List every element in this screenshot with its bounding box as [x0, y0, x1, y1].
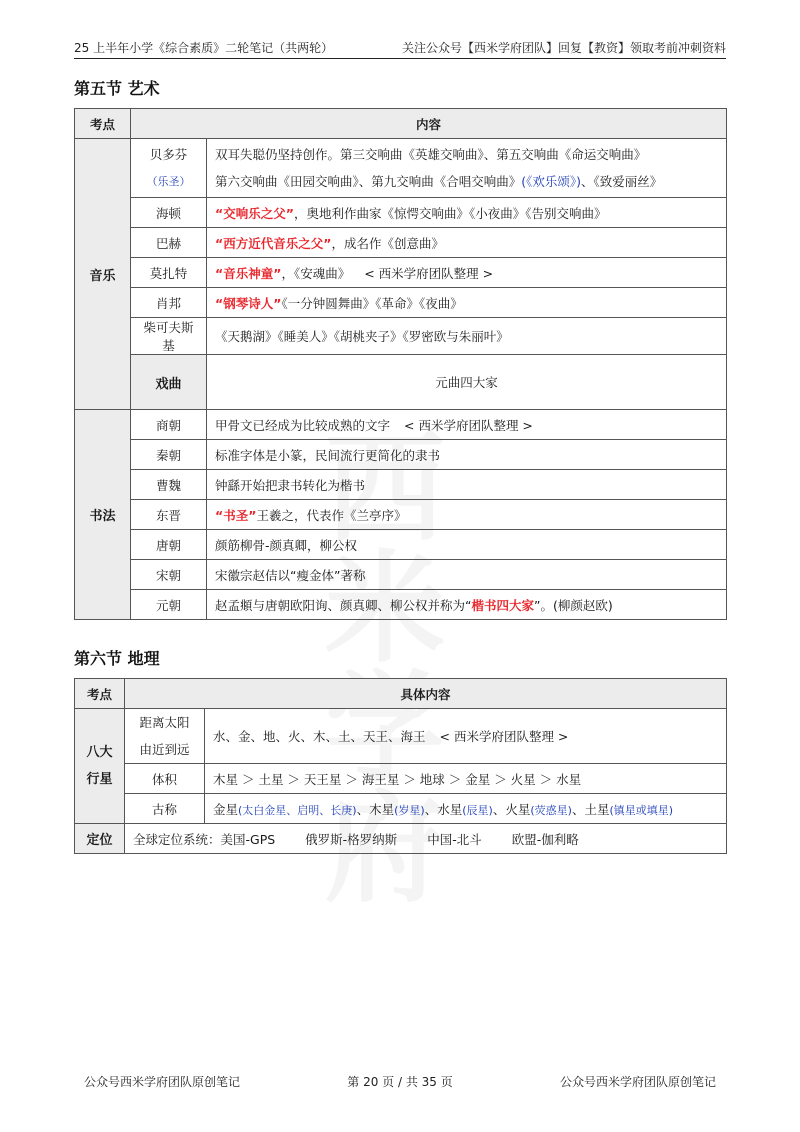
- positioning-text: 全球定位系统：美国-GPS 俄罗斯-格罗纳斯 中国-北斗 欧盟-伽利略: [125, 824, 727, 854]
- table-row: [75, 500, 727, 530]
- category-planets: 八大 行星: [75, 709, 125, 824]
- dynasty-name: 商朝: [131, 410, 207, 440]
- composer-name: 巴赫: [131, 228, 207, 258]
- table-row: [75, 764, 727, 794]
- table-row: [75, 530, 727, 560]
- col-content-header: 具体内容: [125, 679, 727, 709]
- table-row: [75, 709, 727, 764]
- table-header-row: [75, 679, 727, 709]
- header-left-text: 25 上半年小学《综合素质》二轮笔记（共两轮）: [74, 41, 334, 55]
- composer-works: “钢琴诗人”《一分钟圆舞曲》《革命》《夜曲》: [207, 288, 727, 318]
- dynasty-name: 宋朝: [131, 560, 207, 590]
- composer-works: 双耳失聪仍坚持创作。第三交响曲《英雄交响曲》、第五交响曲《命运交响曲》 第六交响曲《田园交响曲》、第九交响曲《合唱交响曲》(《欢乐颂》)、《致爱丽丝》: [207, 139, 727, 198]
- table-header-row: [75, 109, 727, 139]
- dynasty-note: 甲骨文已经成为比较成熟的文字 < 西米学府团队整理 >: [207, 410, 727, 440]
- dynasty-name: 秦朝: [131, 440, 207, 470]
- section-6-title: 第六节 地理: [74, 649, 160, 668]
- page-footer: [84, 1073, 716, 1090]
- composer-works: “音乐神童”，《安魂曲》 < 西米学府团队整理 >: [207, 258, 727, 288]
- planet-names-label: 古称: [125, 794, 205, 824]
- dynasty-name: 东晋: [131, 500, 207, 530]
- table-row: [75, 139, 727, 198]
- col-topic-header: 考点: [75, 679, 125, 709]
- page-number: 第 20 页 / 共 35 页: [347, 1075, 453, 1089]
- planet-order-text: 水、金、地、火、木、土、天王、海王 < 西米学府团队整理 >: [205, 709, 727, 764]
- table-row: [75, 288, 727, 318]
- table-row: [75, 258, 727, 288]
- category-drama: 戏曲: [131, 355, 207, 410]
- dynasty-note: 颜筋柳骨-颜真卿，柳公权: [207, 530, 727, 560]
- dynasty-note: 钟繇开始把隶书转化为楷书: [207, 470, 727, 500]
- table-row: [75, 228, 727, 258]
- planet-order-label: 距离太阳 由近到远: [125, 709, 205, 764]
- table-row: [75, 794, 727, 824]
- dynasty-name: 唐朝: [131, 530, 207, 560]
- table-row: [75, 590, 727, 620]
- composer-name: 海顿: [131, 198, 207, 228]
- composer-name: 柴可夫斯基: [131, 318, 207, 355]
- composer-works: “交响乐之父”，奥地利作曲家《惊愕交响曲》《小夜曲》《告别交响曲》: [207, 198, 727, 228]
- table-row: [75, 198, 727, 228]
- table-row: [75, 410, 727, 440]
- geography-table: [74, 678, 727, 854]
- col-topic-header: 考点: [75, 109, 131, 139]
- dynasty-note: 赵孟頫与唐朝欧阳询、颜真卿、柳公权并称为“楷书四大家”。(柳颜赵欧): [207, 590, 727, 620]
- table-row: [75, 824, 727, 854]
- footer-left-text: 公众号西米学府团队原创笔记: [84, 1075, 241, 1089]
- category-music: 音乐: [75, 139, 131, 410]
- dynasty-name: 曹魏: [131, 470, 207, 500]
- table-row: [75, 560, 727, 590]
- planet-volume-text: 木星 ＞ 土星 ＞ 天王星 ＞ 海王星 ＞ 地球 ＞ 金星 ＞ 火星 ＞ 水星: [205, 764, 727, 794]
- category-calligraphy: 书法: [75, 410, 131, 620]
- composer-name: 贝多芬 （乐圣）: [131, 139, 207, 198]
- composer-name: 肖邦: [131, 288, 207, 318]
- dynasty-note: 标准字体是小篆，民间流行更简化的隶书: [207, 440, 727, 470]
- planet-names-text: 金星(太白金星、启明、长庚)、木星(岁星)、水星(辰星)、火星(荧惑星)、土星(镇星或填星): [205, 794, 727, 824]
- table-row: [75, 318, 727, 355]
- dynasty-name: 元朝: [131, 590, 207, 620]
- composer-works: 《天鹅湖》《睡美人》《胡桃夹子》《罗密欧与朱丽叶》: [207, 318, 727, 355]
- section-5-title: 第五节 艺术: [74, 79, 160, 98]
- planet-volume-label: 体积: [125, 764, 205, 794]
- drama-name: 元曲四大家: [207, 355, 727, 410]
- header-right-text: 关注公众号【西米学府团队】回复【教资】领取考前冲刺资料: [401, 41, 726, 55]
- table-row: [75, 355, 727, 410]
- art-table: [74, 108, 727, 620]
- composer-name: 莫扎特: [131, 258, 207, 288]
- table-row: [75, 440, 727, 470]
- dynasty-note: “书圣”王羲之，代表作《兰亭序》: [207, 500, 727, 530]
- col-content-header: 内容: [131, 109, 727, 139]
- footer-right-text: 公众号西米学府团队原创笔记: [559, 1075, 716, 1089]
- category-positioning: 定位: [75, 824, 125, 854]
- dynasty-note: 宋徽宗赵佶以“瘦金体”著称: [207, 560, 727, 590]
- composer-works: “西方近代音乐之父”，成名作《创意曲》: [207, 228, 727, 258]
- page-header: [74, 36, 726, 59]
- table-row: [75, 470, 727, 500]
